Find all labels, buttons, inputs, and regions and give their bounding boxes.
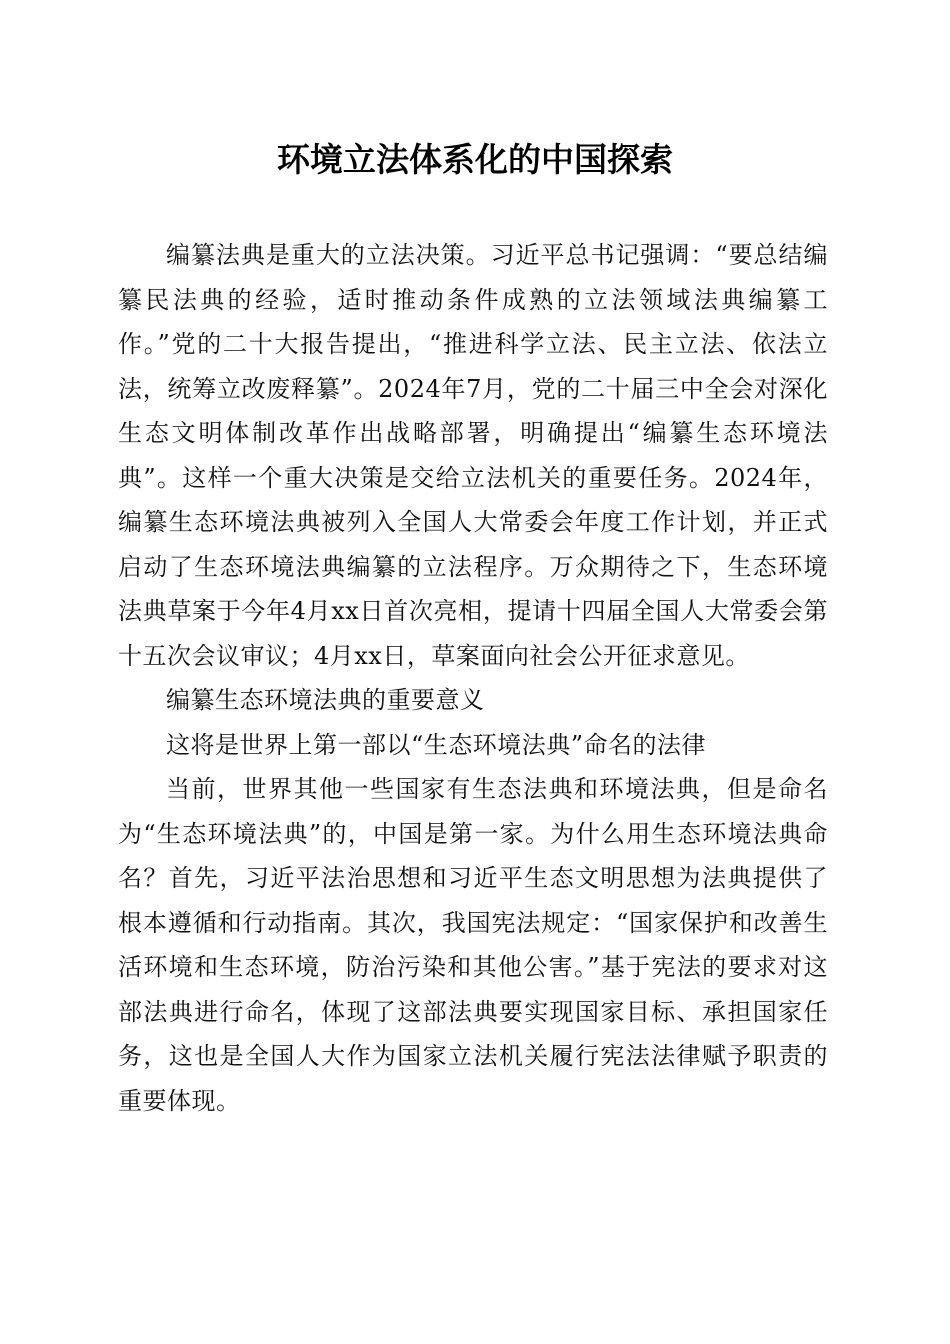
document-body xyxy=(118,233,828,1123)
paragraph-intro: 编纂法典是重大的立法决策。习近平总书记强调：“要总结编纂民法典的经验，适时推动条件成熟的立法领域法典编纂工作。”党的二十大报告提出，“推进科学立法、民主立法、依法立法，统筹立改废释纂”。2024年7月，党的二十届三中全会对深化生态文明体制改革作出战略部署，明确提出“编纂生态环境法典”。这样一个重大决策是交给立法机关的重要任务。2024年，编纂生态环境法典被列入全国人大常委会年度工作计划，并正式启动了生态环境法典编纂的立法程序。万众期待之下，生态环境法典草案于今年4月xx日首次亮相，提请十四届全国人大常委会第十五次会议审议；4月xx日，草案面向社会公开征求意见。 xyxy=(118,241,828,670)
subsection-heading: 这将是世界上第一部以“生态环境法典”命名的法律 xyxy=(166,730,707,759)
paragraph-naming: 当前，世界其他一些国家有生态法典和环境法典，但是命名为“生态环境法典”的，中国是第一家。为什么用生态环境法典命名？首先，习近平法治思想和习近平生态文明思想为法典提供了根本遵循和行动指南。其次，我国宪法规定：“国家保护和改善生活环境和生态环境，防治污染和其他公害。”基于宪法的要求对这部法典进行命名，体现了这部法典要实现国家目标、承担国家任务，这也是全国人大作为国家立法机关履行宪法法律赋予职责的重要体现。 xyxy=(118,775,828,1115)
section-heading: 编纂生态环境法典的重要意义 xyxy=(166,686,485,714)
document-title: 环境立法体系化的中国探索 xyxy=(277,140,673,179)
